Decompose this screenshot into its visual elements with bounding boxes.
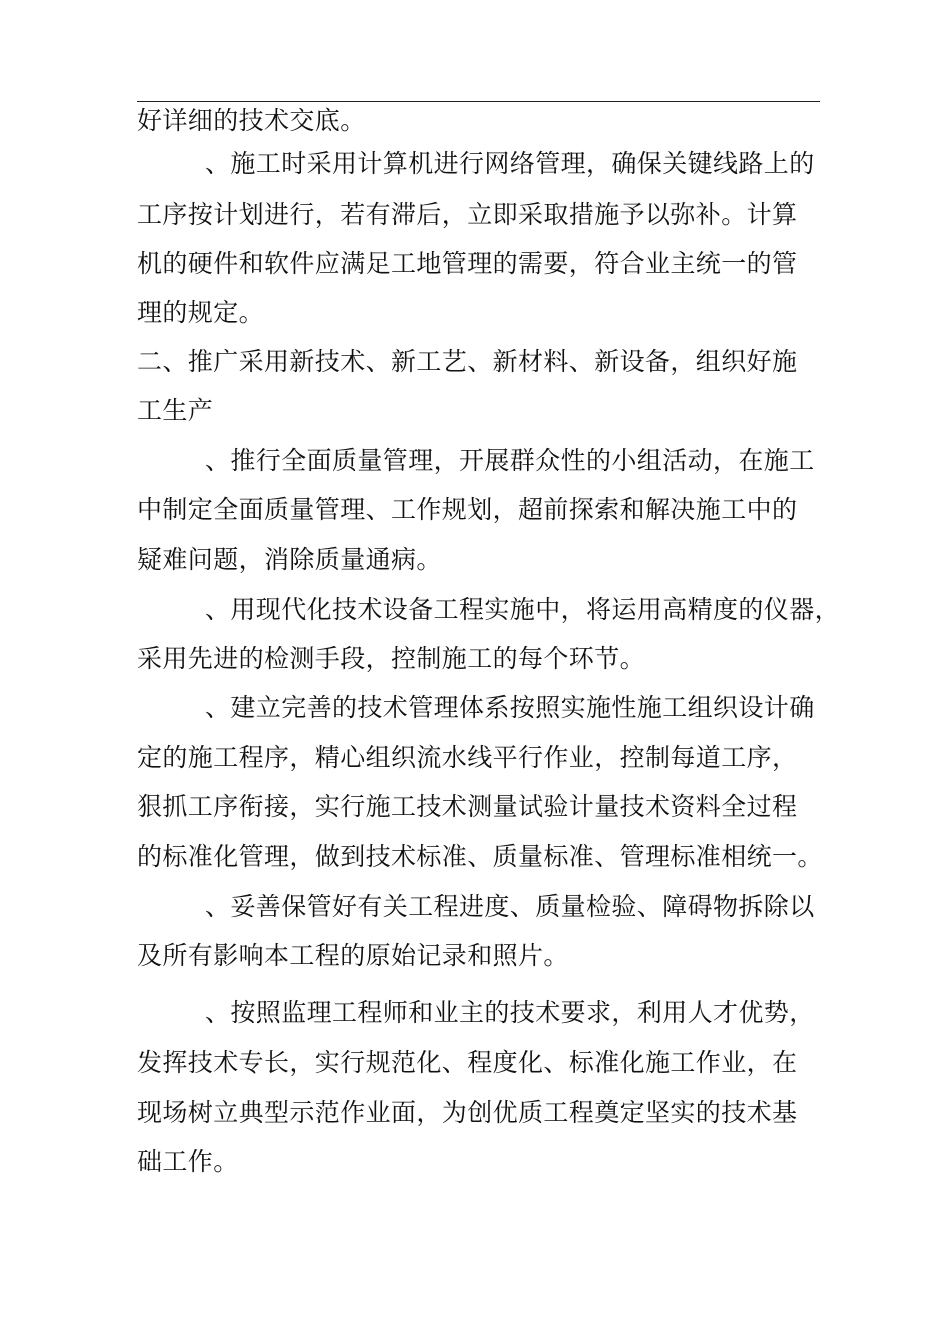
text-line: 现场树立典型示范作业面，为创优质工程奠定坚实的技术基 [137,1098,798,1127]
text-line: 础工作。 [137,1147,239,1176]
text-line: 机的硬件和软件应满足工地管理的需要，符合业主统一的管 [137,249,798,278]
text-line: 的标准化管理，做到技术标准、质量标准、管理标准相统一。 [137,842,823,871]
text-line: 、妥善保管好有关工程进度、质量检验、障碍物拆除以 [205,892,815,921]
text-line: 采用先进的检测手段，控制施工的每个环节。 [137,644,646,673]
header-rule [137,101,820,102]
section-heading: 二、推广采用新技术、新工艺、新材料、新设备，组织好施 [137,347,798,376]
text-line: 、按照监理工程师和业主的技术要求，利用人才优势， [205,998,815,1027]
text-line: 及所有影响本工程的原始记录和照片。 [137,941,569,970]
text-line: 、用现代化技术设备工程实施中，将运用高精度的仪器， [205,595,841,624]
text-line: 、建立完善的技术管理体系按照实施性施工组织设计确 [205,693,815,722]
section-heading: 工生产 [137,396,214,425]
text-line: 狠抓工序衔接，实行施工技术测量试验计量技术资料全过程 [137,792,798,821]
text-line: 、推行全面质量管理，开展群众性的小组活动，在施工 [205,446,815,475]
text-line: 定的施工程序，精心组织流水线平行作业，控制每道工序， [137,743,798,772]
text-line: 发挥技术专长，实行规范化、程度化、标准化施工作业，在 [137,1048,798,1077]
text-line: 疑难问题，消除质量通病。 [137,545,442,574]
text-line: 中制定全面质量管理、工作规划，超前探索和解决施工中的 [137,495,798,524]
text-line: 理的规定。 [137,298,265,327]
text-line: 工序按计划进行，若有滞后，立即采取措施予以弥补。计算 [137,200,798,229]
text-line: 、施工时采用计算机进行网络管理，确保关键线路上的 [205,149,815,178]
text-line: 好详细的技术交底。 [137,106,366,135]
